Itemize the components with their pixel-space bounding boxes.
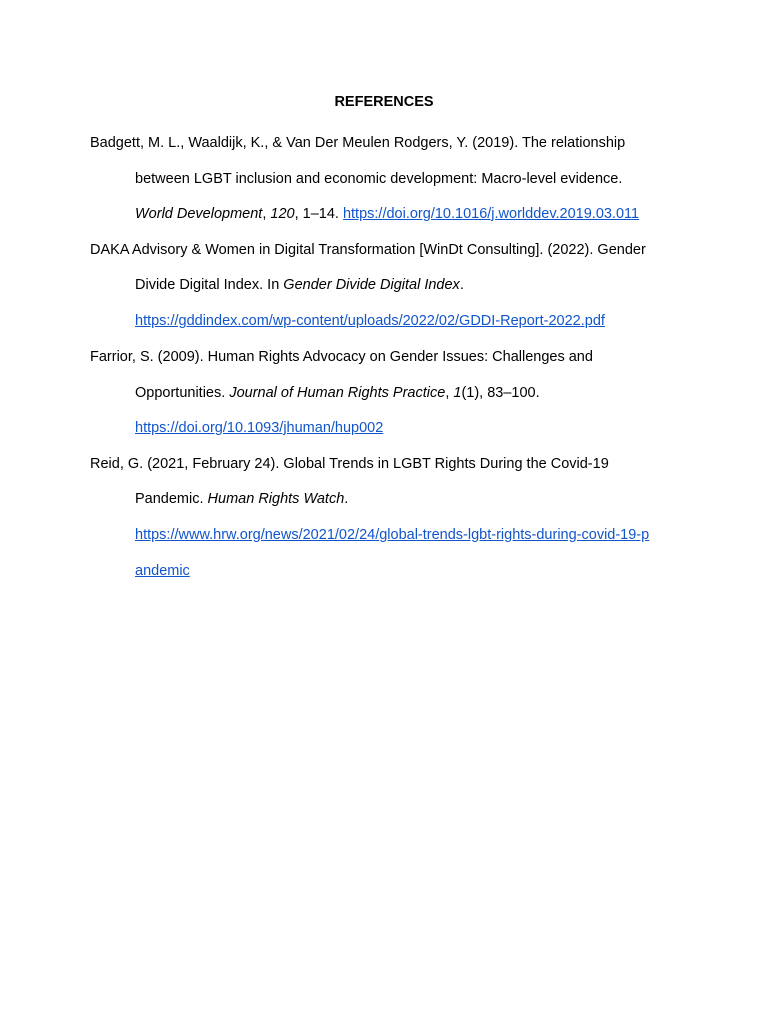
pages: , 1–14.	[294, 206, 343, 222]
reference-line: Farrior, S. (2009). Human Rights Advocacy on Gender Issues: Challenges and	[90, 349, 593, 365]
reference-line: between LGBT inclusion and economic development: Macro-level evidence.	[135, 171, 623, 187]
journal-title: Journal of Human Rights Practice	[229, 385, 446, 401]
reference-line	[135, 561, 190, 581]
separator: ,	[262, 206, 271, 222]
reference-text: Opportunities.	[135, 385, 230, 401]
reference-line	[135, 204, 639, 224]
article-link[interactable]: https://www.hrw.org/news/2021/02/24/global-trends-lgbt-rights-during-covid-19-p	[135, 527, 650, 543]
doi-link[interactable]: https://doi.org/10.1016/j.worlddev.2019.03.011	[342, 206, 640, 222]
volume: 1	[453, 385, 462, 401]
reference-text: .	[344, 491, 349, 507]
reference-line	[135, 418, 383, 438]
reference-line	[135, 383, 540, 403]
reference-line	[135, 525, 649, 545]
article-link-continued[interactable]: andemic	[135, 563, 190, 579]
reference-line	[135, 489, 348, 509]
reference-line	[135, 275, 464, 295]
reference-line	[135, 311, 605, 331]
report-link[interactable]: https://gddindex.com/wp-content/uploads/2022/02/GDDI-Report-2022.pdf	[135, 313, 605, 329]
source-title: Gender Divide Digital Index	[283, 277, 460, 293]
reference-text: Divide Digital Index. In	[135, 277, 284, 293]
journal-title: World Development	[135, 206, 263, 222]
reference-line: Badgett, M. L., Waaldijk, K., & Van Der Meulen Rodgers, Y. (2019). The relationship	[90, 135, 626, 151]
source-title: Human Rights Watch	[207, 491, 345, 507]
reference-line: Reid, G. (2021, February 24). Global Trends in LGBT Rights During the Covid-19	[90, 456, 609, 472]
separator: ,	[445, 385, 454, 401]
reference-text: Pandemic.	[135, 491, 208, 507]
issue-pages: (1), 83–100.	[461, 385, 540, 401]
reference-line: DAKA Advisory & Women in Digital Transformation [WinDt Consulting]. (2022). Gender	[90, 242, 646, 258]
volume: 120	[270, 206, 295, 222]
doi-link[interactable]: https://doi.org/10.1093/jhuman/hup002	[135, 420, 384, 436]
reference-text: .	[459, 277, 464, 293]
references-heading: REFERENCES	[334, 94, 434, 110]
